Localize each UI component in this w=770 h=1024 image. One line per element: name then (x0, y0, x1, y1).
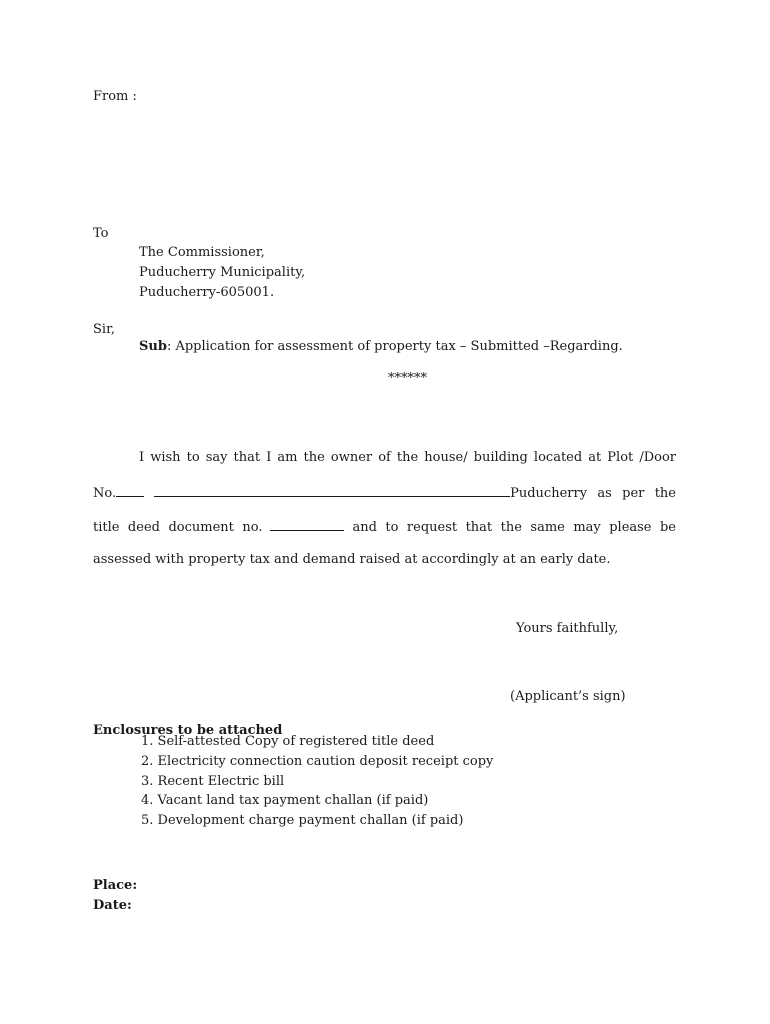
date-label: Date: (93, 898, 132, 913)
enclosures-heading: Enclosures to be attached (93, 723, 283, 738)
salutation: Sir, (93, 322, 115, 337)
list-item: 4. Vacant land tax payment challan (if paid) (141, 793, 429, 809)
list-item: 1. Self-attested Copy of registered title deed (141, 734, 435, 749)
enclosures-list (141, 732, 493, 831)
door-no-suffix: Puducherry as per the (510, 486, 676, 501)
separator: ****** (388, 371, 427, 386)
subject-line (139, 339, 623, 354)
list-item: 2. Electricity connection caution deposit receipt copy (141, 753, 494, 769)
recipient-line-3: Puducherry-605001. (139, 285, 275, 300)
body-line-3 (93, 518, 676, 535)
place-label: Place: (93, 878, 138, 893)
title-deed-suffix: and to request that the same may please be (352, 520, 676, 535)
applicant-signature: (Applicant’s sign) (510, 689, 626, 704)
subject-text: : Application for assessment of property tax – Submitted –Regarding. (166, 339, 623, 354)
door-no-blank-long (154, 484, 510, 497)
title-deed-blank (270, 518, 344, 531)
body-line-1: I wish to say that I am the owner of the house/ building located at Plot /Door (139, 450, 676, 465)
body-line-4: assessed with property tax and demand raised at accordingly at an early date. (93, 552, 611, 567)
list-item: 3. Recent Electric bill (141, 773, 285, 789)
door-no-prefix: No. (93, 486, 117, 501)
subject-label: Sub (139, 339, 167, 354)
recipient-line-2: Puducherry Municipality, (139, 265, 306, 280)
from-label: From : (93, 89, 137, 104)
closing: Yours faithfully, (516, 621, 619, 636)
door-no-blank-short (116, 484, 144, 497)
to-label: To (93, 226, 109, 241)
title-deed-prefix: title deed document no. (93, 520, 263, 535)
recipient-line-1: The Commissioner, (139, 245, 265, 260)
list-item: 5. Development charge payment challan (if paid) (141, 813, 464, 829)
body-line-2 (93, 484, 676, 501)
